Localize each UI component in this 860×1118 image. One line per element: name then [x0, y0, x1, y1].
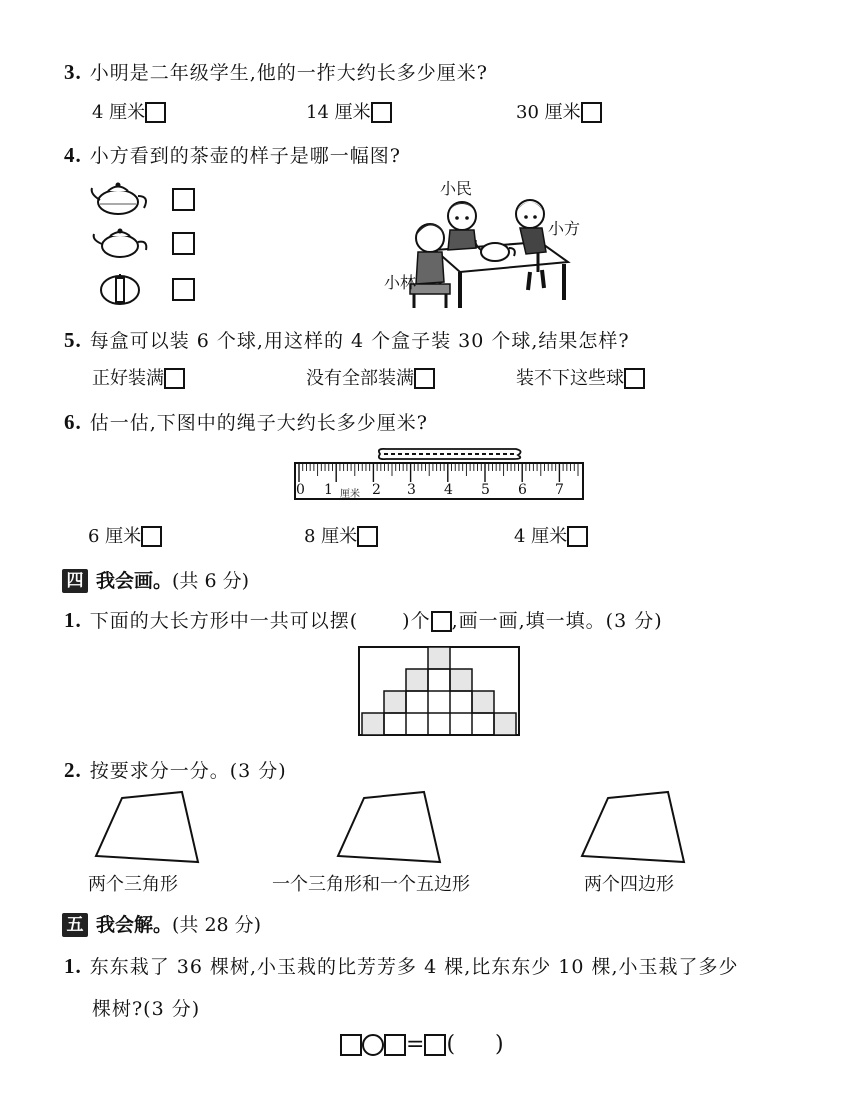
- equals-sign: =: [406, 1032, 425, 1057]
- answer-box[interactable]: [624, 368, 645, 389]
- q5-option-3[interactable]: 装不下这些球: [516, 364, 645, 390]
- answer-box[interactable]: [141, 526, 162, 547]
- section-4-score: (共 6 分): [172, 570, 250, 592]
- label-xiaomin: 小民: [440, 179, 473, 198]
- q3-option-2[interactable]: 14 厘米: [306, 98, 392, 124]
- quadrilateral-shape-1: [92, 790, 202, 864]
- quadrilateral-shape-2: [334, 790, 444, 864]
- rope-illustration: [376, 446, 524, 462]
- staircase-rectangle-figure: [358, 646, 520, 736]
- unit-paren-close: ): [495, 1032, 504, 1057]
- q4-answer-box-1[interactable]: [172, 188, 195, 211]
- answer-box[interactable]: [164, 368, 185, 389]
- teapot-front-icon: [88, 226, 152, 260]
- equation-box-2[interactable]: [384, 1034, 406, 1056]
- teapot-side-icon: [88, 178, 152, 218]
- q5-option-1[interactable]: 正好装满: [92, 364, 185, 390]
- answer-box[interactable]: [357, 526, 378, 547]
- ruler-labels: [294, 482, 584, 502]
- section-5-title: 我会解。: [96, 914, 173, 936]
- answer-box[interactable]: [581, 102, 602, 123]
- ruler-label-6: 6: [518, 482, 527, 498]
- question-5: 5. 每盒可以装 6 个球,用这样的 4 个盒子装 30 个球,结果怎样?: [64, 328, 630, 352]
- section-5-badge: 五: [62, 913, 88, 937]
- q6-option-3[interactable]: 4 厘米: [514, 522, 588, 548]
- label-xiaolin: 小林: [384, 273, 417, 292]
- section-4-question-2: 2. 按要求分一分。(3 分): [64, 758, 287, 782]
- answer-box[interactable]: [414, 368, 435, 389]
- teapot-top-icon: [96, 272, 144, 306]
- equation-result-box[interactable]: [424, 1034, 446, 1056]
- ruler-label-4: 4: [444, 482, 453, 498]
- q5-option-2[interactable]: 没有全部装满: [306, 364, 435, 390]
- section-5-question-1-line-2: 棵树?(3 分): [92, 998, 201, 1020]
- quadrilateral-shape-3: [578, 790, 688, 864]
- answer-box[interactable]: [567, 526, 588, 547]
- section-4-header: [62, 566, 249, 593]
- section-5-question-1: 1. 东东栽了 36 棵树,小玉栽的比芳芳多 4 棵,比东东少 10 棵,小玉栽了多少: [64, 954, 739, 978]
- section-4-badge: 四: [62, 569, 88, 593]
- ruler-label-0: 0: [296, 482, 305, 498]
- q6-option-1[interactable]: 6 厘米: [88, 522, 162, 548]
- section-5-score: (共 28 分): [172, 914, 262, 936]
- question-3: 3. 小明是二年级学生,他的一拃大约长多少厘米?: [64, 60, 488, 84]
- ruler-label-3: 3: [407, 482, 416, 498]
- answer-box[interactable]: [145, 102, 166, 123]
- shape-label-2: 一个三角形和一个五边形: [272, 874, 470, 895]
- small-square-icon: [431, 611, 452, 632]
- q4-answer-box-3[interactable]: [172, 278, 195, 301]
- q3-option-1[interactable]: 4 厘米: [92, 98, 166, 124]
- ruler-unit-label: 厘米: [340, 489, 360, 500]
- q3-option-3[interactable]: 30 厘米: [516, 98, 602, 124]
- answer-box[interactable]: [371, 102, 392, 123]
- ruler-label-7: 7: [555, 482, 564, 498]
- section-4-title: 我会画。: [96, 570, 173, 592]
- equation-template: [340, 1032, 504, 1057]
- equation-box-1[interactable]: [340, 1034, 362, 1056]
- section-4-question-1: 1. 下面的大长方形中一共可以摆( )个 ,画一画,填一填。(3 分): [64, 608, 663, 632]
- shape-label-3: 两个四边形: [584, 874, 674, 895]
- q4-answer-box-2[interactable]: [172, 232, 195, 255]
- unit-paren-open: (: [446, 1032, 456, 1057]
- ruler-label-2: 2: [372, 482, 381, 498]
- question-4: 4. 小方看到的茶壶的样子是哪一幅图?: [64, 143, 401, 167]
- section-5-header: [62, 910, 261, 937]
- shape-label-1: 两个三角形: [88, 874, 178, 895]
- ruler-label-1: 1: [324, 482, 333, 498]
- ruler-label-5: 5: [481, 482, 490, 498]
- operator-circle[interactable]: [362, 1034, 384, 1056]
- q6-option-2[interactable]: 8 厘米: [304, 522, 378, 548]
- question-6: 6. 估一估,下图中的绳子大约长多少厘米?: [64, 410, 428, 434]
- label-xiaofang: 小方: [548, 219, 581, 238]
